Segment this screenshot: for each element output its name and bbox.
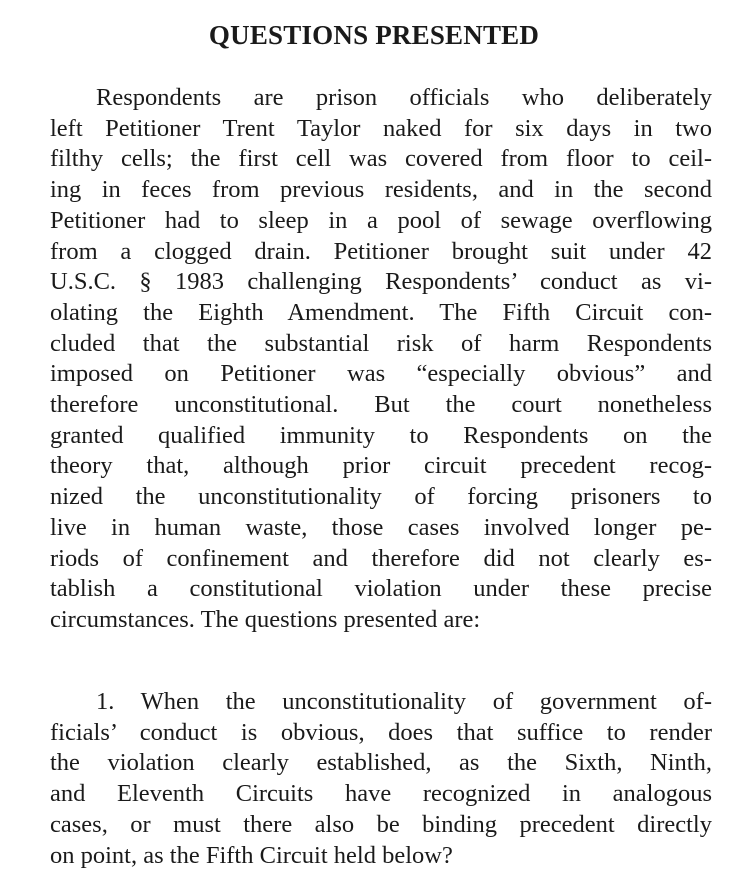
text-line: from a clogged drain. Petitioner brought suit under 42 — [50, 237, 712, 265]
text-line: U.S.C. § 1983 challenging Respondents’ conduct as vi- — [50, 268, 712, 296]
text-line: the violation clearly established, as the Sixth, Ninth, — [50, 749, 712, 777]
text-line: riods of confinement and therefore did not clearly es- — [50, 544, 712, 572]
text-line: and Eleventh Circuits have recognized in analogous — [50, 780, 712, 808]
text-line: ficials’ conduct is obvious, does that suffice to render — [50, 718, 712, 746]
text-line: 1. When the unconstitutionality of government of- — [96, 688, 712, 715]
text-line: cases, or must there also be binding precedent directly — [50, 810, 712, 838]
text-line: on point, as the Fifth Circuit held below? — [50, 841, 453, 869]
text-line: live in human waste, those cases involved longer pe- — [50, 513, 712, 541]
text-line: left Petitioner Trent Taylor naked for six days in two — [50, 114, 712, 142]
text-line: theory that, although prior circuit precedent recog- — [50, 452, 712, 480]
text-line: olating the Eighth Amendment. The Fifth Circuit con- — [50, 298, 712, 326]
section-heading: QUESTIONS PRESENTED — [208, 20, 540, 50]
question-one-paragraph — [50, 687, 712, 871]
text-line: filthy cells; the first cell was covered from floor to ceil- — [50, 145, 712, 173]
text-line: granted qualified immunity to Respondents on the — [50, 421, 712, 449]
text-line: therefore unconstitutional. But the court nonetheless — [50, 391, 712, 419]
text-line: ing in feces from previous residents, and in the second — [50, 176, 712, 204]
text-line: imposed on Petitioner was “especially obvious” and — [50, 360, 712, 388]
text-line: cluded that the substantial risk of harm Respondents — [50, 329, 712, 357]
text-line: nized the unconstitutionality of forcing prisoners to — [50, 483, 712, 511]
text-line: tablish a constitutional violation under these precise — [50, 575, 712, 603]
text-line: Respondents are prison officials who deliberately — [96, 84, 712, 111]
text-line: circumstances. The questions presented are: — [50, 605, 481, 633]
intro-paragraph — [50, 83, 712, 636]
text-line: Petitioner had to sleep in a pool of sewage overflowing — [50, 206, 712, 234]
